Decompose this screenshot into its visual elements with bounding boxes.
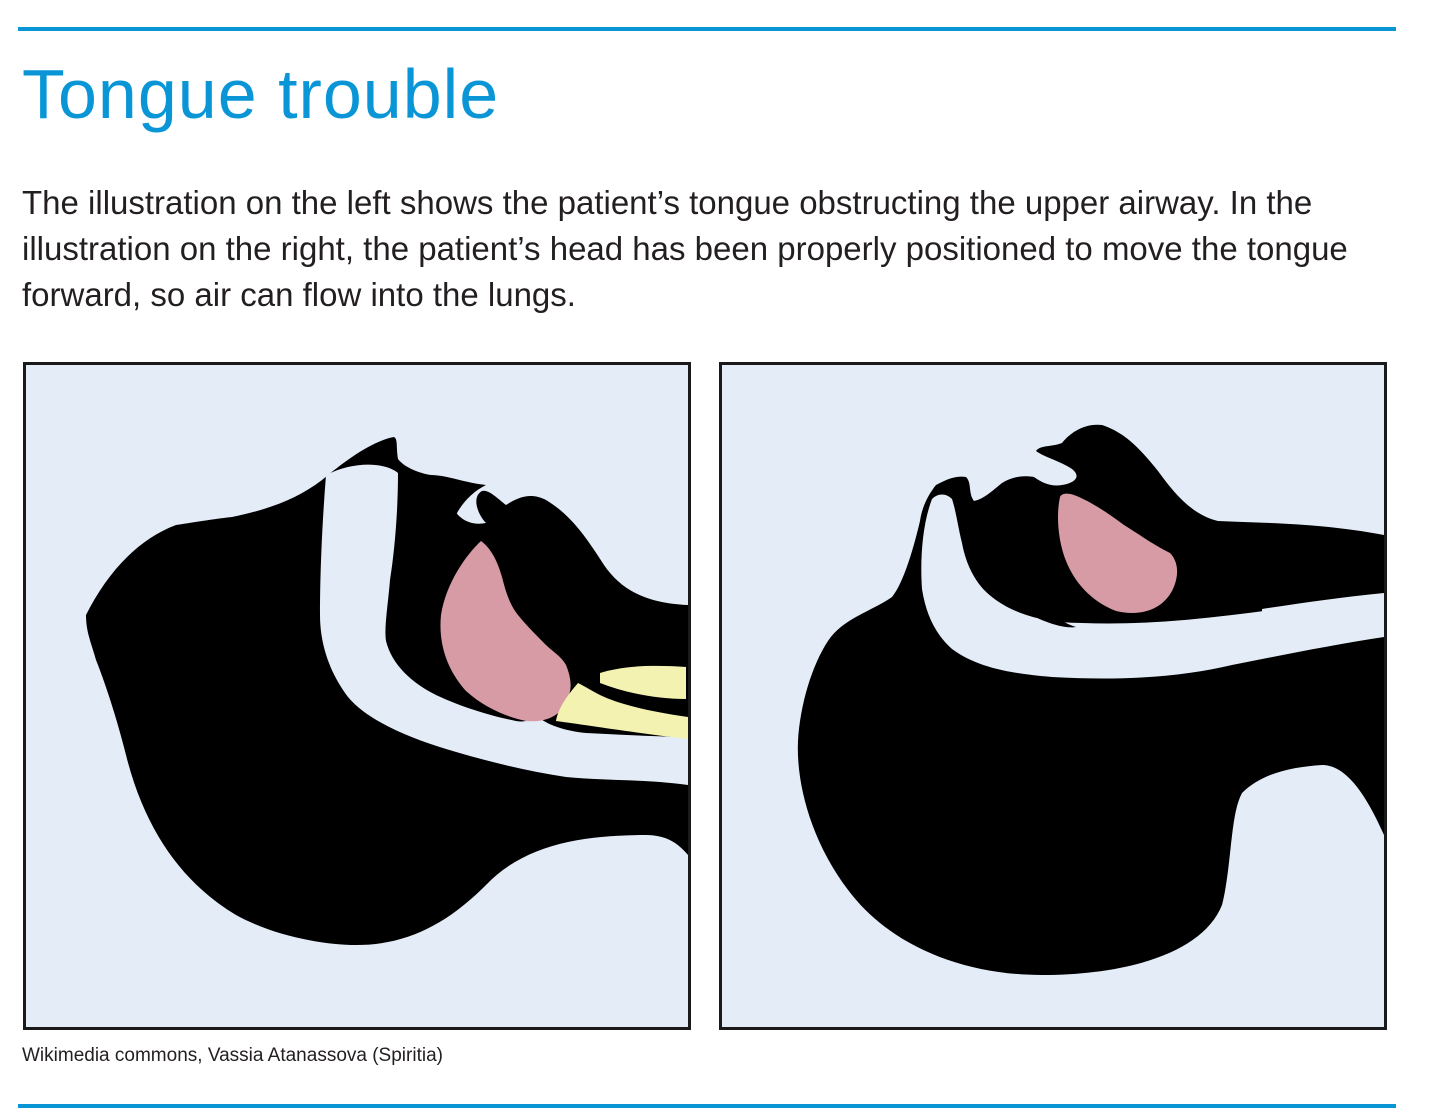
description-text: The illustration on the left shows the patient’s tongue obstructing the upper airway. In the illustration on the right, the patient’s head has been properly positioned to move the tongue forward, so air can flow into the lungs. <box>22 184 1348 313</box>
bottom-rule <box>18 1104 1396 1108</box>
illustration-obstructed-airway <box>23 362 691 1030</box>
open-airway-svg <box>722 365 1384 1027</box>
obstructed-airway-svg <box>26 365 688 1027</box>
image-credit: Wikimedia commons, Vassia Atanassova (Spiritia) <box>22 1045 443 1066</box>
page-title: Tongue trouble <box>22 55 500 133</box>
top-rule <box>18 27 1396 31</box>
illustration-open-airway <box>719 362 1387 1030</box>
